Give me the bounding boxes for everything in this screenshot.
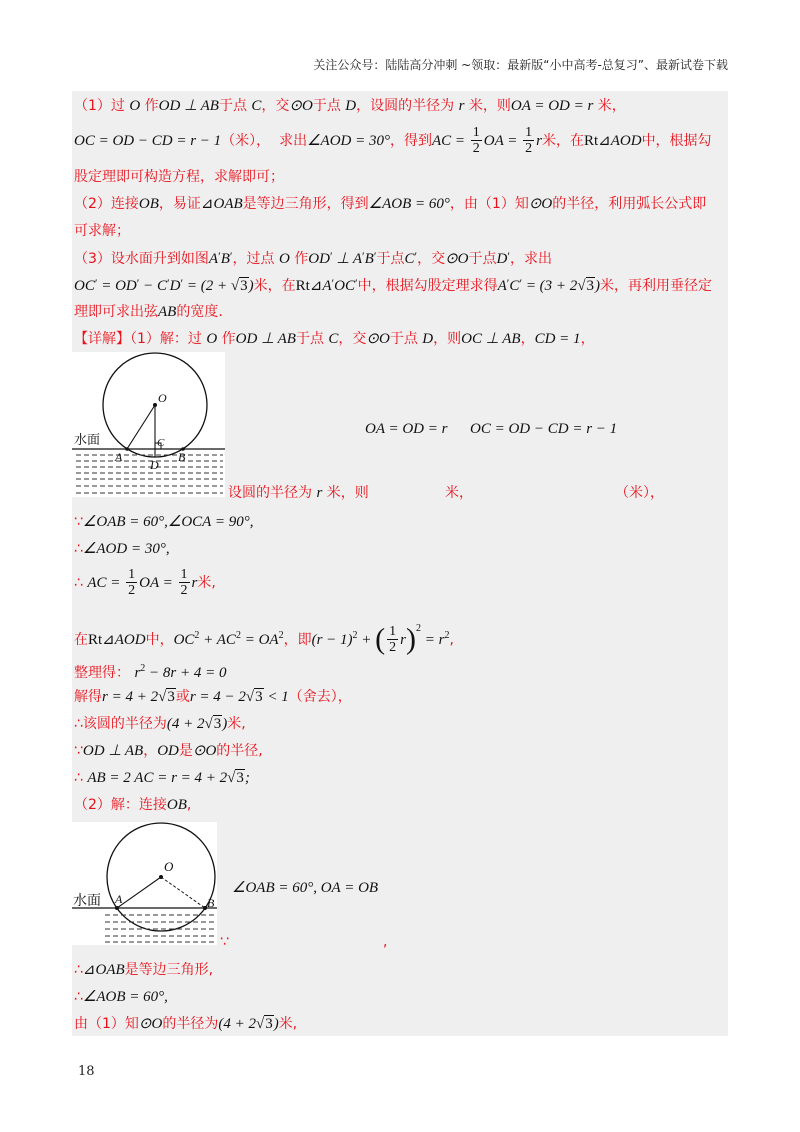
math-run: OD ⊥ AB [235, 331, 296, 347]
label-d: D [150, 458, 159, 472]
math-run: C [509, 278, 520, 294]
text-run: 米, [278, 1016, 298, 1032]
prime-mark: ′ [519, 276, 523, 290]
radical-sign: √ [204, 716, 213, 732]
figure-2-background [72, 822, 217, 945]
text-run: ∴ [74, 962, 83, 978]
math-symbol: ⊿ [82, 962, 96, 978]
math-run: + AC [199, 632, 236, 648]
math-run: OC ⊥ AB [461, 331, 521, 347]
text-run: 的半径，利用弧长公式即 [552, 196, 707, 212]
math-run: OA = [139, 575, 177, 591]
math-run: C [328, 331, 339, 347]
point-a [115, 906, 119, 910]
fraction-denominator: 2 [472, 141, 480, 156]
math-run: ∠AOD = 30° [307, 133, 390, 149]
label-a: A [115, 450, 123, 464]
math-run: ∠OAB = 60°, OA = OB [232, 880, 379, 896]
prime-mark: ′ [414, 249, 418, 263]
fraction-numerator: 1 [389, 624, 397, 639]
fraction-numerator: 1 [525, 125, 533, 140]
text-run: , [186, 797, 192, 813]
figure-2-diagram [72, 822, 217, 945]
part1-line-4 [72, 602, 728, 655]
prime-mark: ′ [331, 276, 335, 290]
point-o [159, 875, 163, 879]
math-run: OAB [213, 196, 243, 212]
figure-2-because-symbol [220, 927, 229, 954]
text-run: ∵ [74, 514, 83, 530]
square-root [256, 1015, 274, 1032]
figure-1-background [72, 352, 225, 497]
math-run: OA = OD = r [510, 98, 594, 114]
math-run: B [364, 251, 374, 267]
radicand: 3 [265, 1016, 273, 1032]
text-run: 股定理即可构造方程，求解即可； [74, 169, 284, 185]
math-run: ∠AOD = 30°, [82, 541, 170, 557]
prime-mark: ′ [506, 276, 510, 290]
superscript: 2 [444, 630, 450, 641]
prime-mark: ′ [180, 276, 184, 290]
math-run: A [322, 278, 332, 294]
text-run: 中，根据勾 [641, 133, 712, 149]
math-run: B [220, 251, 230, 267]
point-a [125, 447, 129, 451]
text-run: 中， [145, 632, 174, 648]
text-run: 的宽度. [176, 304, 223, 320]
math-run: (4 + 2 [166, 716, 205, 732]
text-run: ，由（1）知 [449, 196, 529, 212]
math-symbol: Rt⊿ [295, 278, 323, 294]
math-run: OA = [483, 133, 522, 149]
label-a: A [115, 892, 123, 906]
text-run: 整理得： [74, 665, 135, 681]
radicand: 3 [240, 278, 248, 294]
math-run: ∠OAB = 60°,∠OCA = 90°, [82, 514, 254, 530]
superscript: 2 [278, 630, 284, 641]
text-run: （2）连接 [74, 196, 139, 212]
math-run: = OA [240, 632, 279, 648]
radical-sign: √ [230, 278, 240, 294]
solution-panel [72, 91, 728, 1036]
math-run: AC = [431, 133, 469, 149]
math-run: ∠AOB = 60° [368, 196, 450, 212]
part2-heading-line [72, 790, 728, 817]
text-run: ，设圆的半径为 [356, 98, 459, 114]
math-run: ⊥ A [332, 251, 363, 267]
text-run: ∴ [74, 541, 83, 557]
square-root [205, 715, 223, 732]
radicand: 3 [586, 278, 595, 294]
text-run: 理即可求出弦 [74, 304, 158, 320]
text-run: ，交 [261, 98, 290, 114]
math-run: ; [244, 770, 250, 786]
prime-mark: ′ [329, 249, 333, 263]
analysis-line-3 [72, 162, 728, 189]
prime-mark: ′ [229, 249, 233, 263]
text-run: 米，在 [541, 133, 584, 149]
math-run: ) [248, 278, 254, 294]
figure-1-caption-part-c [615, 478, 664, 505]
text-run: 米，在 [253, 278, 296, 294]
superscript: 2 [352, 630, 358, 641]
fraction [179, 567, 190, 598]
math-run: OAB [95, 962, 125, 978]
text-run: 米， [593, 98, 626, 114]
math-run: AB [158, 304, 177, 320]
fraction-numerator: 1 [128, 567, 136, 582]
text-run: 于点 [389, 331, 423, 347]
fraction-denominator: 2 [128, 583, 136, 598]
point-o [153, 403, 157, 407]
text-run: ，交 [338, 331, 367, 347]
text-run: 的半径为 [162, 1016, 219, 1032]
math-run: D [422, 331, 434, 347]
text-run: 由（1）知 [74, 1016, 139, 1032]
math-run: OA = OD = r [365, 421, 448, 437]
label-water-surface: 水面 [74, 433, 101, 448]
math-run: < 1 [263, 689, 289, 705]
text-run: （米）， 求出 [221, 133, 308, 149]
analysis-line-4 [72, 189, 728, 216]
radical-sign: √ [245, 689, 255, 705]
figure-1-equation-left [365, 414, 447, 441]
detail-heading-line [72, 324, 728, 351]
math-run: r [400, 632, 406, 648]
analysis-line-1 [72, 91, 728, 118]
math-run: ⊙O [366, 331, 390, 347]
math-run: OC = OD − CD = r − 1 [470, 421, 618, 437]
radical-sign: √ [577, 278, 586, 294]
math-symbol: Rt⊿ [583, 133, 611, 149]
math-run: O [129, 98, 141, 114]
part2-line-3 [72, 1009, 728, 1036]
figure-1-diagram [72, 352, 225, 497]
label-b: B [207, 896, 215, 910]
math-run: = (2 + [183, 278, 231, 294]
text-run: ， [520, 331, 535, 347]
math-run: ⊙O [445, 251, 469, 267]
text-run: 于点 [218, 98, 252, 114]
text-run: （3）设水面升到如图 [74, 251, 209, 267]
math-run: D [169, 278, 181, 294]
fraction-denominator: 2 [525, 141, 533, 156]
square-root [577, 277, 595, 294]
figure-1-equation-right [470, 414, 617, 441]
math-run: r [536, 133, 542, 149]
part1-line-9 [72, 763, 728, 790]
prime-mark: ′ [362, 249, 365, 263]
analysis-line-5 [72, 216, 728, 243]
math-run: ) [273, 1016, 279, 1032]
math-run: OC [334, 278, 355, 294]
math-run: ⊙O [138, 1016, 163, 1032]
math-run: A [208, 251, 219, 267]
math-run: O [206, 331, 218, 347]
label-water-surface: 水面 [73, 893, 101, 909]
text-run: 米， [445, 485, 473, 501]
radicand: 3 [255, 689, 263, 705]
math-run: CD = 1 [534, 331, 581, 347]
math-run: r [191, 575, 198, 591]
text-run: 是等边三角形，得到 [242, 196, 369, 212]
text-run: 米, [227, 716, 246, 732]
text-run: （舍去）， [288, 689, 352, 705]
text-run: （2）解：连接 [74, 797, 167, 813]
square-root [158, 688, 176, 705]
radical-sign: √ [255, 1016, 265, 1032]
big-paren: ( [375, 622, 386, 656]
text-run: ，过点 [232, 251, 279, 267]
part1-line-2 [72, 534, 728, 561]
text-run: 于点 [295, 331, 329, 347]
math-run: C [404, 251, 415, 267]
figure-2-block [72, 817, 728, 955]
math-run: D [345, 98, 357, 114]
fraction [126, 567, 137, 598]
math-run: OB [138, 196, 159, 212]
math-run: C [251, 98, 262, 114]
page-header: 关注公众号：陆陆高分冲刺 ~领取：最新版“小中高考-总复习”、最新试卷下载 [313, 58, 728, 72]
text-run: 作 [140, 98, 159, 114]
prime-mark: ′ [218, 249, 221, 263]
text-run: ， [580, 331, 595, 347]
text-run: ，则 [433, 331, 462, 347]
text-run: 米，则 [464, 98, 511, 114]
text-run: 于点 [468, 251, 497, 267]
square-root [246, 688, 264, 705]
math-run: AC = [87, 575, 125, 591]
text-run: 作 [217, 331, 236, 347]
text-run: 于点 [312, 98, 346, 114]
figure-2-equation [232, 873, 378, 900]
text-run: 中，根据勾股定理求得 [357, 278, 498, 294]
fraction-denominator: 2 [180, 583, 188, 598]
math-run: OC [173, 632, 195, 648]
math-run: AB = 2 AC = r = 4 + 2 [87, 770, 228, 786]
prime-mark: ′ [355, 276, 358, 290]
math-run: OD ⊥ AB [82, 743, 144, 759]
prime-mark: ′ [136, 276, 140, 290]
analysis-line-8 [72, 297, 728, 324]
math-run: = OD [97, 278, 137, 294]
text-run: 于点 [376, 251, 405, 267]
label-b: B [178, 450, 186, 464]
math-run: = (3 + 2 [522, 278, 578, 294]
text-run: ∴该圆的半径为 [74, 716, 167, 732]
math-run: O [278, 251, 290, 267]
part1-line-7 [72, 709, 728, 736]
prime-mark: ′ [167, 276, 170, 290]
text-run: 米，则 [322, 485, 369, 501]
text-run: , [449, 632, 454, 648]
part1-line-8 [72, 736, 728, 763]
math-run: + [357, 632, 376, 648]
math-run: ⊙O [289, 98, 313, 114]
math-run: AOD [610, 133, 642, 149]
radical-sign: √ [227, 770, 236, 786]
math-run: OC [74, 278, 95, 294]
superscript: 2 [194, 630, 200, 641]
part1-line-5 [72, 655, 728, 682]
radicand: 3 [213, 716, 222, 732]
figure-1-caption-part-b [445, 478, 473, 505]
math-run: ) [222, 716, 228, 732]
part1-line-1 [72, 507, 728, 534]
math-symbol: Rt⊿ [88, 632, 115, 648]
math-run: OD ⊥ AB [158, 98, 219, 114]
math-run: ∠AOB = 60°, [82, 989, 168, 1005]
text-run: ，求出 [509, 251, 552, 267]
math-run: r = 4 + 2 [102, 689, 159, 705]
math-run: r [458, 98, 465, 114]
text-run: ∴ [74, 770, 88, 786]
math-run: ⊙O [528, 196, 553, 212]
text-run: 【详解】（1）解：过 [74, 331, 207, 347]
part2-line-1 [72, 955, 728, 982]
text-run: ，易证 [158, 196, 201, 212]
analysis-line-7 [72, 270, 728, 297]
text-run: ∴ [74, 989, 83, 1005]
page-number: 18 [78, 1064, 95, 1079]
figure-2-comma [383, 927, 387, 954]
big-paren: ) [406, 622, 416, 656]
math-run: (4 + 2 [218, 1016, 256, 1032]
text-run: 在 [74, 632, 88, 648]
square-root [227, 769, 245, 786]
math-run: OB [166, 797, 187, 813]
text-run: ，得到 [389, 133, 432, 149]
text-run: 是等边三角形, [124, 962, 214, 978]
label-o: O [158, 391, 167, 405]
text-run: 是 [178, 743, 193, 759]
text-run: 设圆的半径为 [228, 485, 317, 501]
text-run: 作 [289, 251, 309, 267]
math-run: ⊙O [192, 743, 217, 759]
part1-line-6 [72, 682, 728, 709]
prime-mark: ′ [373, 249, 377, 263]
math-run: − 8r + 4 = 0 [145, 665, 227, 681]
math-run: r [316, 485, 323, 501]
text-run: 米，再利用垂径定 [600, 278, 713, 294]
math-run: = r [421, 632, 445, 648]
text-run: （米）， [615, 485, 664, 501]
math-run: A [497, 278, 507, 294]
text-run: ∵ [74, 743, 83, 759]
fraction-denominator: 2 [389, 640, 397, 655]
analysis-line-6 [72, 243, 728, 270]
figure-1-caption-part-a [228, 478, 369, 505]
math-symbol: ⊿ [200, 196, 214, 212]
fraction [471, 125, 482, 156]
text-run: ，交 [417, 251, 446, 267]
text-run: ，即 [283, 632, 312, 648]
math-run: OD [157, 743, 179, 759]
prime-mark: ′ [507, 249, 510, 263]
label-c: C [157, 437, 165, 449]
text-run: ∴ [74, 575, 88, 591]
fraction-numerator: 1 [180, 567, 188, 582]
radicand: 3 [236, 770, 244, 786]
figure-1-block [72, 351, 728, 507]
part1-line-3 [72, 561, 728, 602]
superscript: 2 [235, 630, 241, 641]
text-run: 米, [197, 575, 216, 591]
math-run: r = 4 − 2 [189, 689, 246, 705]
math-run: (r − 1) [311, 632, 353, 648]
text-run: 的半径, [216, 743, 263, 759]
math-run: ) [595, 278, 601, 294]
text-run: , [383, 934, 388, 950]
fraction-numerator: 1 [472, 125, 480, 140]
superscript: 2 [140, 663, 146, 674]
text-run: 可求解； [74, 223, 130, 239]
part2-line-2 [72, 982, 728, 1009]
math-run: − C [139, 278, 168, 294]
text-run: 或 [175, 689, 190, 705]
math-run: r [134, 665, 141, 681]
label-o: O [164, 859, 174, 874]
text-run: （1）过 [74, 98, 130, 114]
math-run: AOD [114, 632, 146, 648]
analysis-line-2 [72, 118, 728, 162]
math-run: OD [308, 251, 330, 267]
math-run: OC = OD − CD = r − 1 [74, 133, 222, 149]
text-run: ， [143, 743, 158, 759]
text-run: 解得 [74, 689, 102, 705]
superscript: 2 [416, 623, 421, 634]
fraction [523, 125, 534, 156]
radicand: 3 [167, 689, 175, 705]
square-root [231, 277, 249, 294]
math-run: D [496, 251, 508, 267]
radical-sign: √ [158, 689, 167, 705]
fraction [387, 624, 398, 655]
prime-mark: ′ [94, 276, 98, 290]
text-run: ∵ [220, 934, 229, 950]
